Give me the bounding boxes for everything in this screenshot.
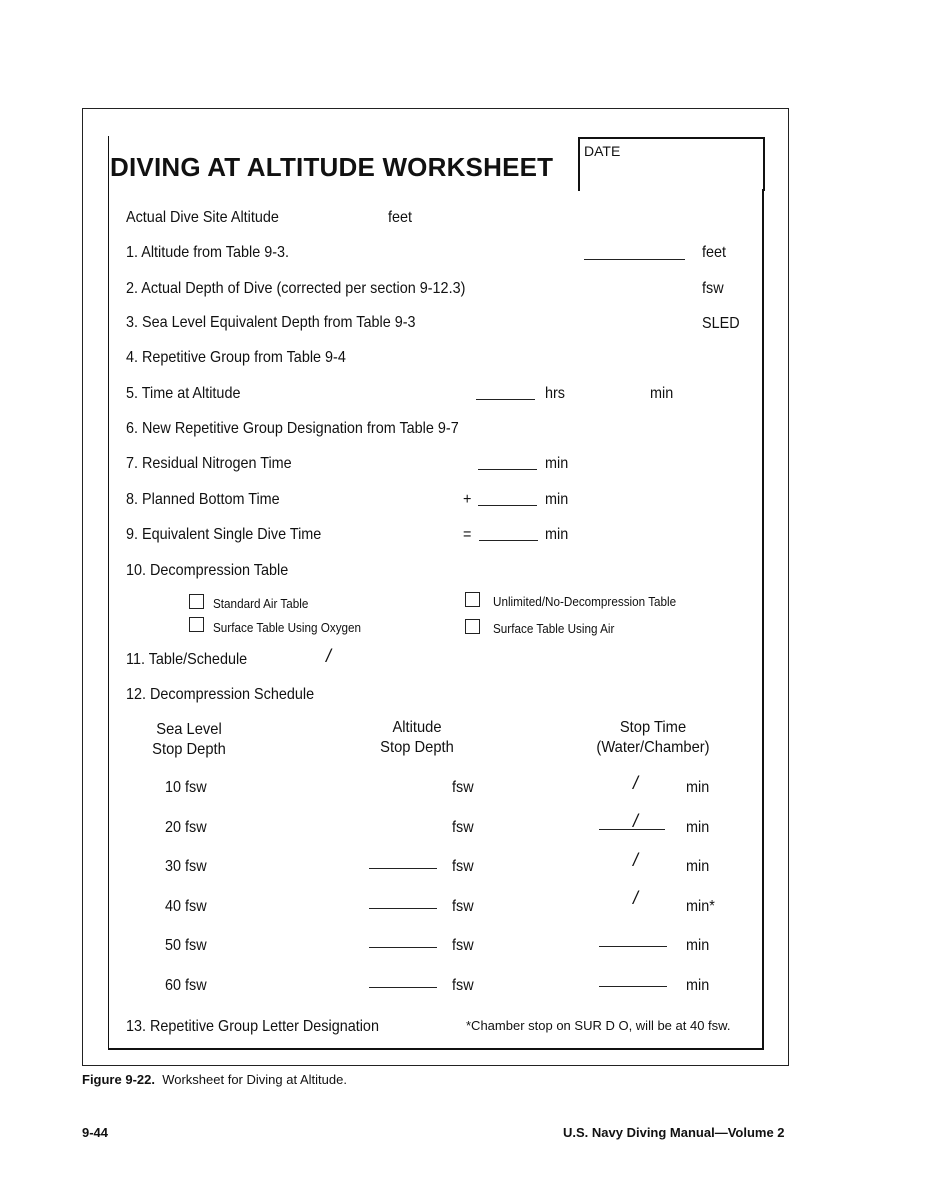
line-5-label: 5. Time at Altitude	[126, 385, 241, 402]
sea-level-stop-depth-header	[149, 720, 230, 760]
line-4-label: 4. Repetitive Group from Table 9-4	[126, 349, 346, 366]
line-9-unit: min	[545, 526, 569, 543]
line-8-label: 8. Planned Bottom Time	[126, 491, 280, 508]
stop-time-header	[593, 718, 713, 758]
alt-unit-20: fsw	[452, 819, 474, 836]
stop-depth-10: 10 fsw	[165, 779, 207, 796]
stop-time-sep-40: /	[633, 888, 639, 908]
stop-time-field-20[interactable]	[599, 829, 665, 830]
site-altitude-unit: feet	[388, 209, 413, 226]
header-line: Stop Depth	[380, 739, 454, 756]
header-line: Altitude	[392, 719, 442, 736]
line-12-label: 12. Decompression Schedule	[126, 686, 315, 703]
alt-unit-10: fsw	[452, 779, 474, 796]
stop-depth-40: 40 fsw	[165, 898, 207, 915]
alt-field-40[interactable]	[369, 908, 437, 909]
line-2-label: 2. Actual Depth of Dive (corrected per section 9-12.3)	[126, 280, 466, 297]
line-3-unit: SLED	[702, 315, 740, 332]
alt-field-50[interactable]	[369, 947, 437, 948]
alt-unit-60: fsw	[452, 977, 474, 994]
figure-label: Figure 9-22.	[82, 1072, 155, 1087]
line-7-field[interactable]	[478, 469, 537, 470]
line-2-unit: fsw	[702, 280, 724, 297]
header-line: Stop Depth	[152, 741, 226, 758]
alt-field-60[interactable]	[369, 987, 437, 988]
line-7-unit: min	[545, 455, 569, 472]
alt-field-30[interactable]	[369, 868, 437, 869]
line-5-min-unit: min	[650, 385, 674, 402]
stop-time-unit-10: min	[686, 779, 710, 796]
line-3-label: 3. Sea Level Equivalent Depth from Table 9-3	[126, 314, 416, 331]
line-13-label: 13. Repetitive Group Letter Designation	[126, 1018, 379, 1035]
title-rule	[108, 136, 109, 189]
stop-depth-30: 30 fsw	[165, 858, 207, 875]
site-altitude-label: Actual Dive Site Altitude	[126, 209, 279, 226]
chamber-stop-footnote: *Chamber stop on SUR D O, will be at 40 fsw.	[466, 1018, 731, 1033]
header-line: Stop Time	[619, 719, 687, 736]
stop-depth-20: 20 fsw	[165, 819, 207, 836]
altitude-stop-depth-header	[376, 718, 459, 758]
line-8-field[interactable]	[478, 505, 537, 506]
stop-time-sep-20: /	[633, 811, 639, 831]
line-11-slash: /	[326, 646, 332, 666]
surface-air-table-checkbox[interactable]	[465, 619, 480, 634]
date-label: DATE	[584, 143, 621, 159]
stop-time-unit-30: min	[686, 858, 710, 875]
figure-caption	[82, 1072, 347, 1087]
stop-time-unit-50: min	[686, 937, 710, 954]
line-7-label: 7. Residual Nitrogen Time	[126, 455, 292, 472]
stop-time-unit-40: min*	[686, 898, 715, 915]
line-8-sign: +	[463, 491, 472, 508]
alt-unit-50: fsw	[452, 937, 474, 954]
header-line: (Water/Chamber)	[596, 739, 710, 756]
stop-time-unit-20: min	[686, 819, 710, 836]
line-1-label: 1. Altitude from Table 9-3.	[126, 244, 290, 261]
line-5-hrs-field[interactable]	[476, 399, 535, 400]
figure-caption-text: Worksheet for Diving at Altitude.	[162, 1072, 347, 1087]
worksheet-title: DIVING AT ALTITUDE WORKSHEET	[110, 152, 554, 182]
surface-oxygen-table-label: Surface Table Using Oxygen	[213, 620, 362, 635]
stop-depth-60: 60 fsw	[165, 977, 207, 994]
line-9-field[interactable]	[479, 540, 538, 541]
unlimited-no-decompression-table-checkbox[interactable]	[465, 592, 480, 607]
line-5-hrs-unit: hrs	[545, 385, 566, 402]
line-9-sign: =	[463, 526, 472, 543]
manual-title: U.S. Navy Diving Manual—Volume 2	[563, 1125, 785, 1140]
header-line: Sea Level	[156, 721, 222, 738]
line-1-field[interactable]	[584, 259, 685, 260]
stop-time-sep-30: /	[633, 850, 639, 870]
line-9-label: 9. Equivalent Single Dive Time	[126, 526, 322, 543]
line-1-unit: feet	[702, 244, 727, 261]
stop-time-field-50[interactable]	[599, 946, 667, 947]
unlimited-no-decompression-table-label: Unlimited/No-Decompression Table	[493, 594, 677, 609]
standard-air-table-label: Standard Air Table	[213, 596, 309, 611]
line-6-label: 6. New Repetitive Group Designation from Table 9-7	[126, 420, 459, 437]
line-10-label: 10. Decompression Table	[126, 562, 289, 579]
stop-time-sep-10: /	[633, 773, 639, 793]
line-8-unit: min	[545, 491, 569, 508]
line-11-label: 11. Table/Schedule	[126, 651, 248, 668]
stop-time-unit-60: min	[686, 977, 710, 994]
page-number: 9-44	[82, 1125, 109, 1140]
stop-time-field-60[interactable]	[599, 986, 667, 987]
alt-unit-40: fsw	[452, 898, 474, 915]
standard-air-table-checkbox[interactable]	[189, 594, 204, 609]
surface-oxygen-table-checkbox[interactable]	[189, 617, 204, 632]
alt-unit-30: fsw	[452, 858, 474, 875]
stop-depth-50: 50 fsw	[165, 937, 207, 954]
surface-air-table-label: Surface Table Using Air	[493, 621, 615, 636]
